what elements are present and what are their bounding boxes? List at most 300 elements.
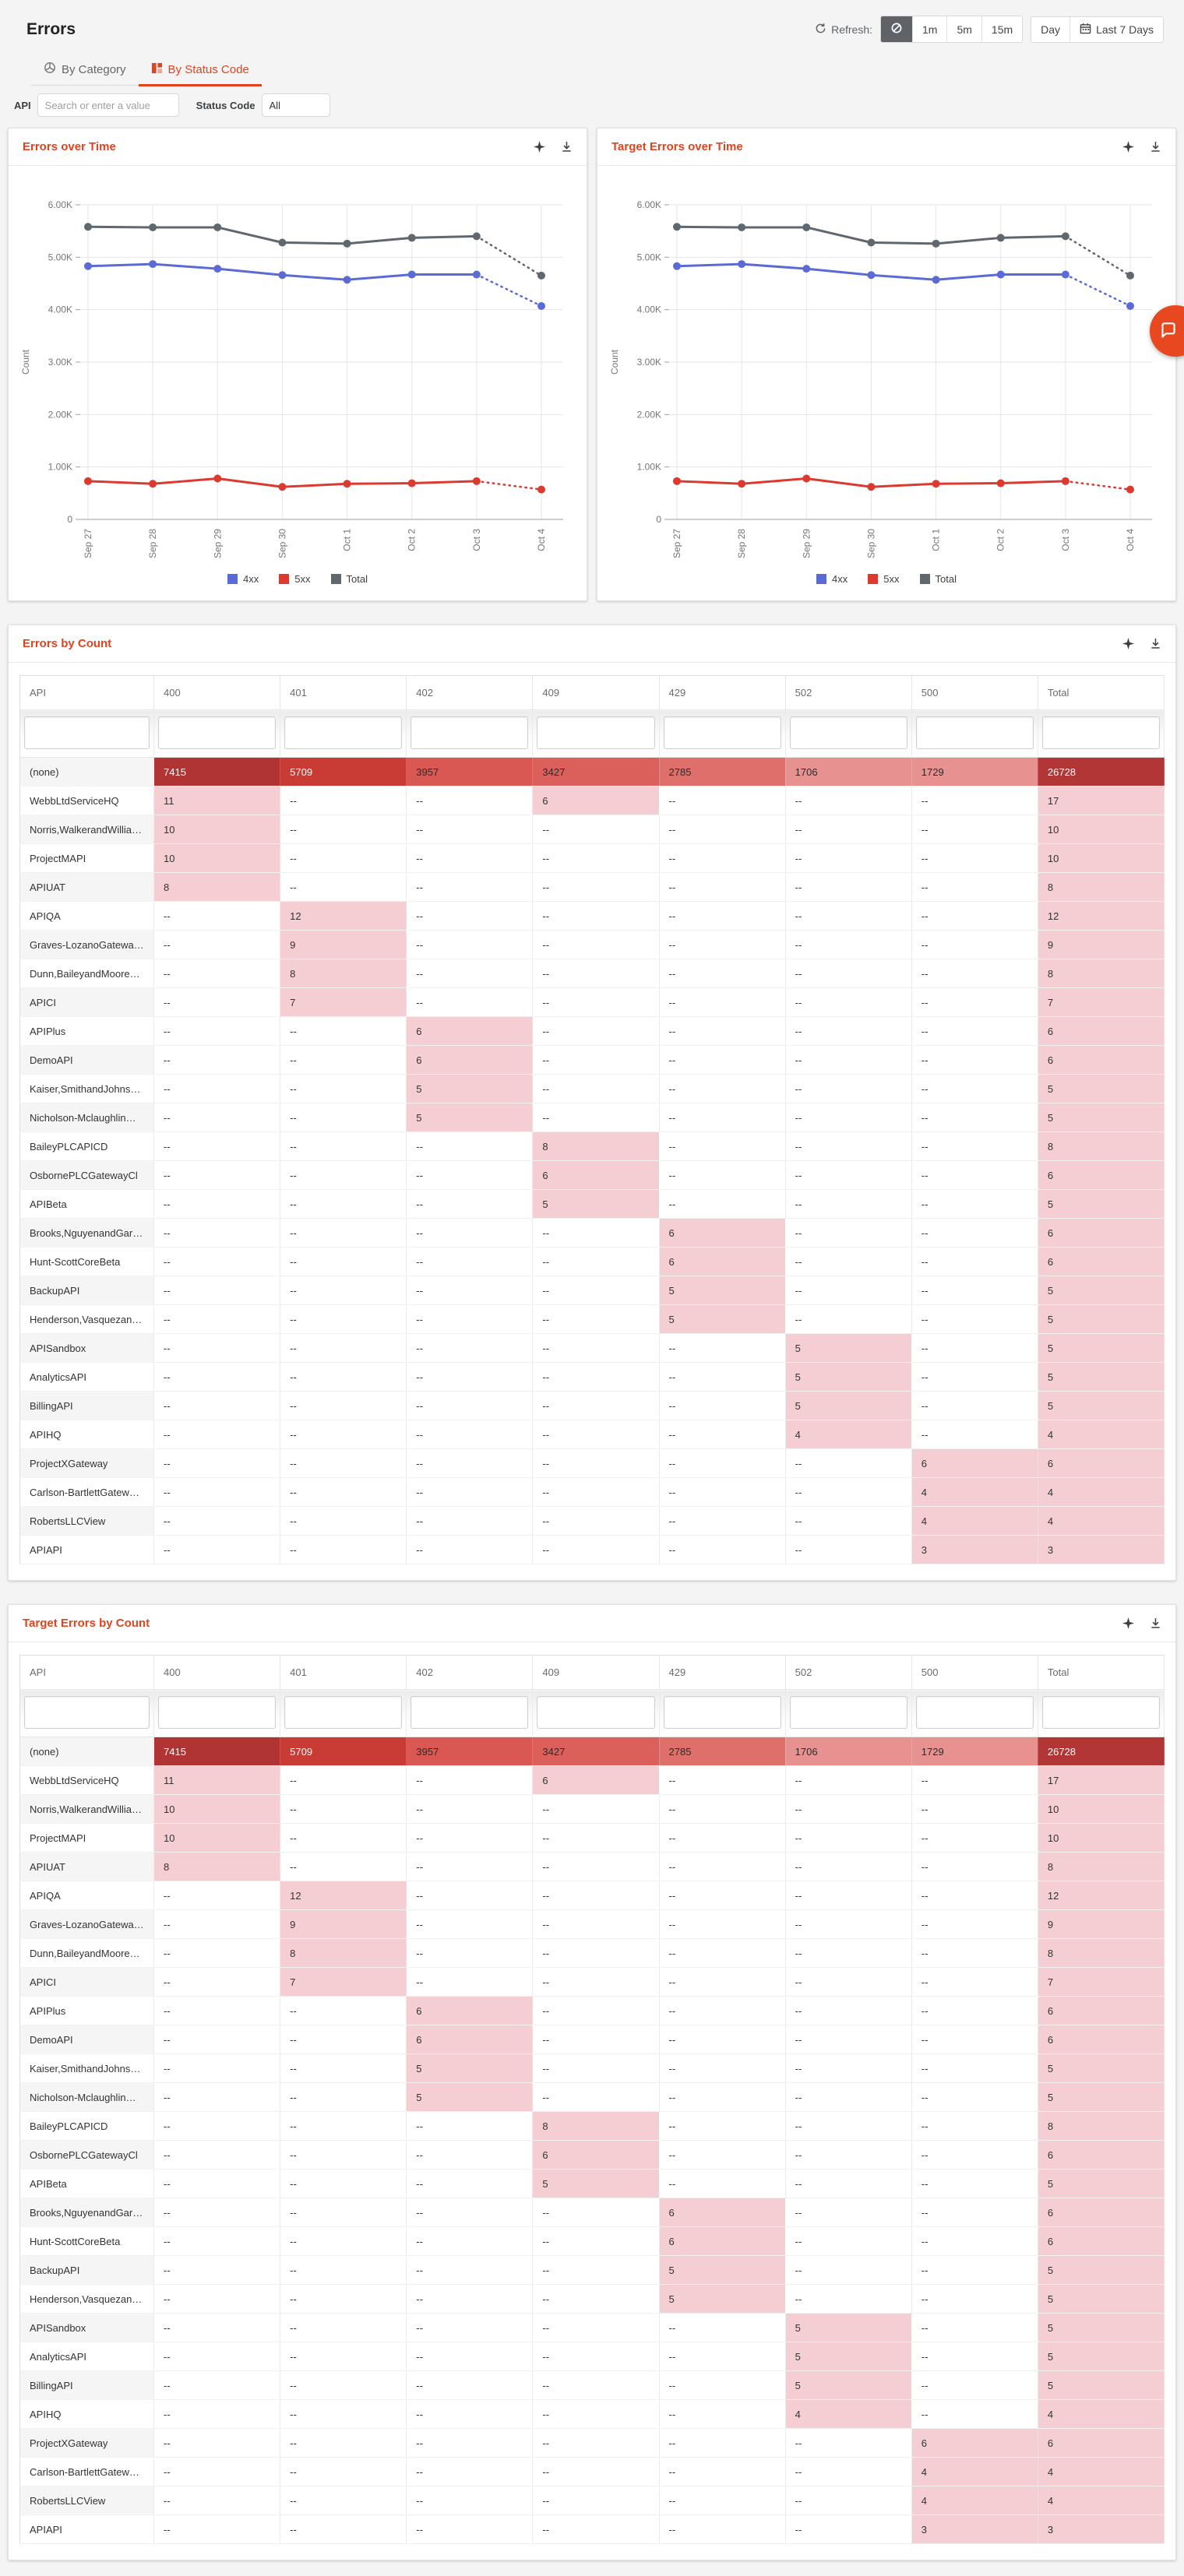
column-filter-input-409[interactable] xyxy=(537,1696,654,1729)
legend-item-total[interactable] xyxy=(331,573,368,585)
value-cell: -- xyxy=(280,2285,407,2314)
api-name-cell: Dunn,BaileyandMoore… xyxy=(20,1939,154,1968)
value-cell: 8 xyxy=(533,1132,659,1161)
column-header-502[interactable]: 502 xyxy=(785,1656,911,1690)
column-filter-input-500[interactable] xyxy=(916,1696,1034,1729)
api-name-cell: APIQA xyxy=(20,1881,154,1910)
api-name-cell: Nicholson-Mclaughlin… xyxy=(20,1103,154,1132)
column-filter-input-429[interactable] xyxy=(664,1696,781,1729)
value-cell: -- xyxy=(407,1939,533,1968)
column-filter-cell xyxy=(280,1690,407,1737)
value-cell: -- xyxy=(911,2400,1038,2429)
value-cell: 5 xyxy=(1038,1190,1164,1219)
value-cell: -- xyxy=(911,1046,1038,1075)
value-cell: -- xyxy=(785,2083,911,2112)
table-row xyxy=(20,2141,1165,2170)
value-cell: -- xyxy=(533,2083,659,2112)
api-name-cell: RobertsLLCView xyxy=(20,1507,154,1536)
value-cell: -- xyxy=(154,2198,280,2227)
api-filter-input[interactable] xyxy=(37,93,179,117)
value-cell: -- xyxy=(280,1795,407,1824)
svg-text:Sep 27: Sep 27 xyxy=(83,529,93,559)
table-card-header xyxy=(9,1605,1175,1642)
value-cell: -- xyxy=(154,1276,280,1305)
table-actions xyxy=(1122,1617,1161,1629)
value-cell: -- xyxy=(911,1103,1038,1132)
legend-label: Total xyxy=(935,573,957,585)
table-title: Errors by Count xyxy=(23,637,112,650)
column-filter-cell xyxy=(407,1690,533,1737)
value-cell: 5 xyxy=(1038,1392,1164,1420)
column-header-429[interactable]: 429 xyxy=(659,676,785,710)
value-cell: -- xyxy=(911,1248,1038,1276)
last-7-days-button[interactable]: Last 7 Days xyxy=(1070,17,1163,42)
table-row xyxy=(20,1795,1165,1824)
svg-text:Sep 28: Sep 28 xyxy=(736,529,748,559)
table-row xyxy=(20,2285,1165,2314)
value-cell: -- xyxy=(659,2083,785,2112)
target-errors-by-count-card xyxy=(8,1604,1176,2560)
refresh-15m-button[interactable]: 15m xyxy=(982,16,1022,42)
value-cell: 12 xyxy=(1038,1881,1164,1910)
value-cell: -- xyxy=(785,988,911,1017)
value-cell: 9 xyxy=(1038,931,1164,959)
column-filter-cell xyxy=(20,710,154,758)
value-cell: -- xyxy=(785,1881,911,1910)
tab-by-status-code[interactable]: By Status Code xyxy=(139,54,262,86)
value-cell: -- xyxy=(154,2256,280,2285)
value-cell: -- xyxy=(407,1363,533,1392)
value-cell: -- xyxy=(785,873,911,902)
value-cell: -- xyxy=(154,1161,280,1190)
value-cell: -- xyxy=(533,1363,659,1392)
column-header-api[interactable]: API xyxy=(20,1656,154,1690)
table-row xyxy=(20,2342,1165,2371)
value-cell: 3427 xyxy=(533,758,659,787)
value-cell: 3 xyxy=(911,2515,1038,2544)
table-row xyxy=(20,787,1165,815)
column-filter-input-502[interactable] xyxy=(790,1696,907,1729)
value-cell: 5 xyxy=(533,1190,659,1219)
value-cell: 5 xyxy=(1038,1305,1164,1334)
chart-title: Target Errors over Time xyxy=(611,140,743,153)
api-name-cell: DemoAPI xyxy=(20,1046,154,1075)
value-cell: -- xyxy=(407,873,533,902)
value-cell: -- xyxy=(280,1824,407,1853)
download-icon[interactable] xyxy=(1150,638,1161,649)
value-cell: -- xyxy=(154,2429,280,2458)
column-filter-input-409[interactable] xyxy=(537,716,654,749)
value-cell: -- xyxy=(407,815,533,844)
value-cell: -- xyxy=(785,1132,911,1161)
value-cell: -- xyxy=(533,2285,659,2314)
value-cell: -- xyxy=(280,1478,407,1507)
column-header-400[interactable]: 400 xyxy=(154,1656,280,1690)
value-cell: -- xyxy=(911,2256,1038,2285)
value-cell: 4 xyxy=(911,2458,1038,2486)
svg-text:Oct 3: Oct 3 xyxy=(470,529,482,551)
value-cell: 5709 xyxy=(280,758,407,787)
value-cell: -- xyxy=(280,2256,407,2285)
value-cell: -- xyxy=(407,1334,533,1363)
value-cell: -- xyxy=(154,2054,280,2083)
value-cell: -- xyxy=(533,2429,659,2458)
api-name-cell: BillingAPI xyxy=(20,1392,154,1420)
download-icon[interactable] xyxy=(1150,1617,1161,1629)
column-filter-input-429[interactable] xyxy=(664,716,781,749)
value-cell: 3 xyxy=(1038,2515,1164,2544)
value-cell: -- xyxy=(911,959,1038,988)
value-cell: -- xyxy=(659,2314,785,2342)
table-row xyxy=(20,1507,1165,1536)
svg-text:Oct 1: Oct 1 xyxy=(341,529,353,551)
value-cell: -- xyxy=(533,1219,659,1248)
column-header-502[interactable]: 502 xyxy=(785,676,911,710)
table-header-row xyxy=(20,1656,1165,1690)
table-header-row xyxy=(20,676,1165,710)
column-header-402[interactable]: 402 xyxy=(407,676,533,710)
api-name-cell: AnalyticsAPI xyxy=(20,1363,154,1392)
value-cell: -- xyxy=(659,1824,785,1853)
api-name-cell: Nicholson-Mclaughlin… xyxy=(20,2083,154,2112)
value-cell: -- xyxy=(154,2285,280,2314)
target-errors-over-time-card xyxy=(597,128,1176,601)
value-cell: 6 xyxy=(407,1046,533,1075)
table-row xyxy=(20,1248,1165,1276)
legend-item-4xx[interactable] xyxy=(816,573,847,585)
value-cell: -- xyxy=(659,2054,785,2083)
api-name-cell: Norris,WalkerandWillia… xyxy=(20,815,154,844)
column-filter-input-500[interactable] xyxy=(916,716,1034,749)
api-name-cell: APIUAT xyxy=(20,873,154,902)
value-cell: 5709 xyxy=(280,1737,407,1766)
value-cell: -- xyxy=(407,2285,533,2314)
svg-text:Count: Count xyxy=(20,349,31,375)
value-cell: -- xyxy=(659,1046,785,1075)
tab-by-category[interactable]: By Category xyxy=(31,54,139,86)
value-cell: -- xyxy=(407,844,533,873)
api-name-cell: Kaiser,SmithandJohns… xyxy=(20,2054,154,2083)
download-icon[interactable] xyxy=(1150,141,1161,153)
column-filter-input-api[interactable] xyxy=(24,1696,150,1729)
column-header-401[interactable]: 401 xyxy=(280,1656,407,1690)
value-cell: -- xyxy=(154,988,280,1017)
value-cell: -- xyxy=(785,787,911,815)
value-cell: -- xyxy=(659,873,785,902)
table-row xyxy=(20,1392,1165,1420)
legend-item-4xx[interactable] xyxy=(227,573,259,585)
value-cell: -- xyxy=(280,1276,407,1305)
value-cell: -- xyxy=(280,844,407,873)
column-header-402[interactable]: 402 xyxy=(407,1656,533,1690)
value-cell: 6 xyxy=(407,2025,533,2054)
api-name-cell: BackupAPI xyxy=(20,1276,154,1305)
value-cell: -- xyxy=(280,2486,407,2515)
value-cell: -- xyxy=(785,1103,911,1132)
value-cell: -- xyxy=(280,1420,407,1449)
chart-actions xyxy=(534,141,573,153)
value-cell: -- xyxy=(533,815,659,844)
value-cell: -- xyxy=(154,1478,280,1507)
svg-text:1.00K: 1.00K xyxy=(636,461,661,473)
category-icon xyxy=(44,62,56,77)
value-cell: -- xyxy=(659,2170,785,2198)
column-header-409[interactable]: 409 xyxy=(533,676,659,710)
column-filter-cell xyxy=(659,1690,785,1737)
value-cell: -- xyxy=(785,2198,911,2227)
value-cell: -- xyxy=(280,1997,407,2025)
value-cell: 4 xyxy=(911,1478,1038,1507)
column-filter-input-400[interactable] xyxy=(158,716,276,749)
value-cell: 4 xyxy=(1038,2458,1164,2486)
column-filter-cell xyxy=(154,1690,280,1737)
value-cell: 5 xyxy=(1038,2342,1164,2371)
value-cell: 7415 xyxy=(154,1737,280,1766)
value-cell: -- xyxy=(280,1305,407,1334)
table-row xyxy=(20,1449,1165,1478)
api-name-cell: DemoAPI xyxy=(20,2025,154,2054)
value-cell: -- xyxy=(659,2342,785,2371)
value-cell: -- xyxy=(407,2314,533,2342)
line-chart[interactable] xyxy=(13,175,582,565)
value-cell: 26728 xyxy=(1038,758,1164,787)
column-filter-input-402[interactable] xyxy=(411,1696,528,1729)
table-row xyxy=(20,2486,1165,2515)
value-cell: -- xyxy=(407,1219,533,1248)
refresh-label-wrap xyxy=(815,23,872,37)
value-cell: -- xyxy=(154,1881,280,1910)
api-name-cell: WebbLtdServiceHQ xyxy=(20,1766,154,1795)
value-cell: -- xyxy=(659,1968,785,1997)
column-header-409[interactable]: 409 xyxy=(533,1656,659,1690)
value-cell: 5 xyxy=(407,2054,533,2083)
svg-text:2.00K: 2.00K xyxy=(636,409,661,421)
value-cell: 6 xyxy=(911,1449,1038,1478)
svg-text:5.00K: 5.00K xyxy=(48,252,72,263)
column-filter-input-total[interactable] xyxy=(1042,716,1160,749)
errors-by-count-card xyxy=(8,625,1176,1581)
value-cell: 5 xyxy=(659,2285,785,2314)
api-name-cell: Dunn,BaileyandMoore… xyxy=(20,959,154,988)
no-refresh-icon xyxy=(890,22,903,37)
value-cell: -- xyxy=(407,2170,533,2198)
value-cell: 8 xyxy=(280,959,407,988)
line-chart[interactable] xyxy=(602,175,1171,565)
value-cell: -- xyxy=(659,1795,785,1824)
value-cell: -- xyxy=(280,2141,407,2170)
legend-swatch xyxy=(868,574,878,584)
table-row xyxy=(20,2198,1165,2227)
value-cell: -- xyxy=(407,2371,533,2400)
api-name-cell: BaileyPLCAPICD xyxy=(20,2112,154,2141)
svg-text:Sep 29: Sep 29 xyxy=(801,529,812,559)
value-cell: 3427 xyxy=(533,1737,659,1766)
api-name-cell: APIQA xyxy=(20,902,154,931)
value-cell: 1729 xyxy=(911,1737,1038,1766)
value-cell: 4 xyxy=(785,1420,911,1449)
value-cell: 10 xyxy=(154,1824,280,1853)
value-cell: -- xyxy=(785,1075,911,1103)
value-cell: -- xyxy=(407,902,533,931)
chat-bubble-icon xyxy=(1158,320,1184,343)
value-cell: -- xyxy=(785,1997,911,2025)
date-range-group xyxy=(1031,16,1164,43)
download-icon[interactable] xyxy=(561,141,573,153)
value-cell: 7415 xyxy=(154,758,280,787)
value-cell: -- xyxy=(280,2054,407,2083)
column-header-total[interactable]: Total xyxy=(1038,676,1164,710)
value-cell: -- xyxy=(911,2285,1038,2314)
sparkle-icon[interactable] xyxy=(534,141,545,153)
value-cell: -- xyxy=(659,1997,785,2025)
api-name-cell: Carlson-BartlettGatew… xyxy=(20,1478,154,1507)
auto-refresh-off-button[interactable] xyxy=(881,16,913,42)
value-cell: -- xyxy=(154,959,280,988)
column-header-429[interactable]: 429 xyxy=(659,1656,785,1690)
value-cell: -- xyxy=(785,1305,911,1334)
value-cell: -- xyxy=(533,1248,659,1276)
value-cell: -- xyxy=(911,2198,1038,2227)
value-cell: 5 xyxy=(407,2083,533,2112)
value-cell: -- xyxy=(659,1161,785,1190)
value-cell: -- xyxy=(154,2486,280,2515)
value-cell: 7 xyxy=(280,1968,407,1997)
column-filter-cell xyxy=(154,710,280,758)
value-cell: -- xyxy=(785,959,911,988)
table-row xyxy=(20,1910,1165,1939)
svg-text:1.00K: 1.00K xyxy=(48,461,72,473)
value-cell: -- xyxy=(785,1853,911,1881)
sparkle-icon[interactable] xyxy=(1122,1617,1134,1629)
value-cell: -- xyxy=(407,959,533,988)
value-cell: -- xyxy=(280,2112,407,2141)
column-filter-input-401[interactable] xyxy=(284,716,402,749)
value-cell: 4 xyxy=(785,2400,911,2429)
api-name-cell: OsbornePLCGatewayCl xyxy=(20,1161,154,1190)
column-header-500[interactable]: 500 xyxy=(911,1656,1038,1690)
value-cell: -- xyxy=(911,1132,1038,1161)
chart-legend xyxy=(13,568,582,597)
refresh-interval-group xyxy=(880,16,1023,43)
value-cell: 4 xyxy=(1038,1507,1164,1536)
column-filter-input-502[interactable] xyxy=(790,716,907,749)
sparkle-icon[interactable] xyxy=(1122,638,1134,649)
column-header-401[interactable]: 401 xyxy=(280,676,407,710)
column-filter-input-api[interactable] xyxy=(24,716,150,749)
value-cell: -- xyxy=(659,1853,785,1881)
column-header-400[interactable]: 400 xyxy=(154,676,280,710)
svg-text:4.00K: 4.00K xyxy=(636,304,661,315)
value-cell: -- xyxy=(407,2227,533,2256)
value-cell: 5 xyxy=(1038,1334,1164,1363)
value-cell: 4 xyxy=(911,2486,1038,2515)
value-cell: 8 xyxy=(1038,959,1164,988)
value-cell: -- xyxy=(533,1075,659,1103)
value-cell: -- xyxy=(659,1939,785,1968)
value-cell: -- xyxy=(407,2515,533,2544)
value-cell: 10 xyxy=(1038,1824,1164,1853)
table-row xyxy=(20,1824,1165,1853)
table-row xyxy=(20,2227,1165,2256)
column-header-total[interactable]: Total xyxy=(1038,1656,1164,1690)
table-row xyxy=(20,1334,1165,1363)
value-cell: 3 xyxy=(1038,1536,1164,1564)
column-filter-input-401[interactable] xyxy=(284,1696,402,1729)
column-header-api[interactable]: API xyxy=(20,676,154,710)
value-cell: -- xyxy=(533,2342,659,2371)
value-cell: -- xyxy=(407,1766,533,1795)
value-cell: 1706 xyxy=(785,1737,911,1766)
value-cell: -- xyxy=(911,2170,1038,2198)
table-row xyxy=(20,1997,1165,2025)
value-cell: 5 xyxy=(785,1363,911,1392)
value-cell: -- xyxy=(911,1190,1038,1219)
value-cell: -- xyxy=(533,1334,659,1363)
column-filter-input-402[interactable] xyxy=(411,716,528,749)
value-cell: -- xyxy=(659,2400,785,2429)
svg-text:0: 0 xyxy=(656,514,661,525)
chart-title: Errors over Time xyxy=(23,140,116,153)
value-cell: -- xyxy=(659,2371,785,2400)
value-cell: 10 xyxy=(154,844,280,873)
value-cell: -- xyxy=(659,902,785,931)
table-row xyxy=(20,1161,1165,1190)
value-cell: -- xyxy=(280,815,407,844)
day-button[interactable]: Day xyxy=(1031,17,1070,42)
legend-label: 4xx xyxy=(243,573,259,585)
value-cell: -- xyxy=(785,2170,911,2198)
chart-body xyxy=(597,166,1175,600)
value-cell: -- xyxy=(154,2112,280,2141)
value-cell: -- xyxy=(533,1997,659,2025)
value-cell: -- xyxy=(911,1276,1038,1305)
value-cell: -- xyxy=(659,1910,785,1939)
value-cell: -- xyxy=(154,1132,280,1161)
value-cell: -- xyxy=(911,1795,1038,1824)
value-cell: -- xyxy=(280,1190,407,1219)
legend-item-total[interactable] xyxy=(920,573,957,585)
column-filter-row xyxy=(20,710,1165,758)
value-cell: -- xyxy=(154,2314,280,2342)
legend-item-5xx[interactable] xyxy=(279,573,310,585)
status-code-filter-input[interactable] xyxy=(262,93,330,117)
sparkle-icon[interactable] xyxy=(1122,141,1134,153)
value-cell: -- xyxy=(533,1276,659,1305)
charts-row xyxy=(8,128,1176,601)
column-filter-input-total[interactable] xyxy=(1042,1696,1160,1729)
legend-item-5xx[interactable] xyxy=(868,573,899,585)
value-cell: -- xyxy=(154,1190,280,1219)
value-cell: -- xyxy=(659,1507,785,1536)
refresh-5m-button[interactable]: 5m xyxy=(947,16,981,42)
value-cell: 6 xyxy=(1038,2025,1164,2054)
value-cell: -- xyxy=(659,844,785,873)
value-cell: 4 xyxy=(1038,2400,1164,2429)
svg-text:Oct 4: Oct 4 xyxy=(536,529,547,551)
column-filter-input-400[interactable] xyxy=(158,1696,276,1729)
svg-text:5.00K: 5.00K xyxy=(636,252,661,263)
value-cell: -- xyxy=(911,931,1038,959)
svg-text:Count: Count xyxy=(609,349,620,375)
column-header-500[interactable]: 500 xyxy=(911,676,1038,710)
legend-label: 5xx xyxy=(294,573,311,585)
value-cell: -- xyxy=(785,1536,911,1564)
api-name-cell: APIUAT xyxy=(20,1853,154,1881)
refresh-1m-button[interactable]: 1m xyxy=(913,16,947,42)
api-name-cell: ProjectMAPI xyxy=(20,1824,154,1853)
api-name-cell: ProjectXGateway xyxy=(20,1449,154,1478)
value-cell: 6 xyxy=(533,787,659,815)
